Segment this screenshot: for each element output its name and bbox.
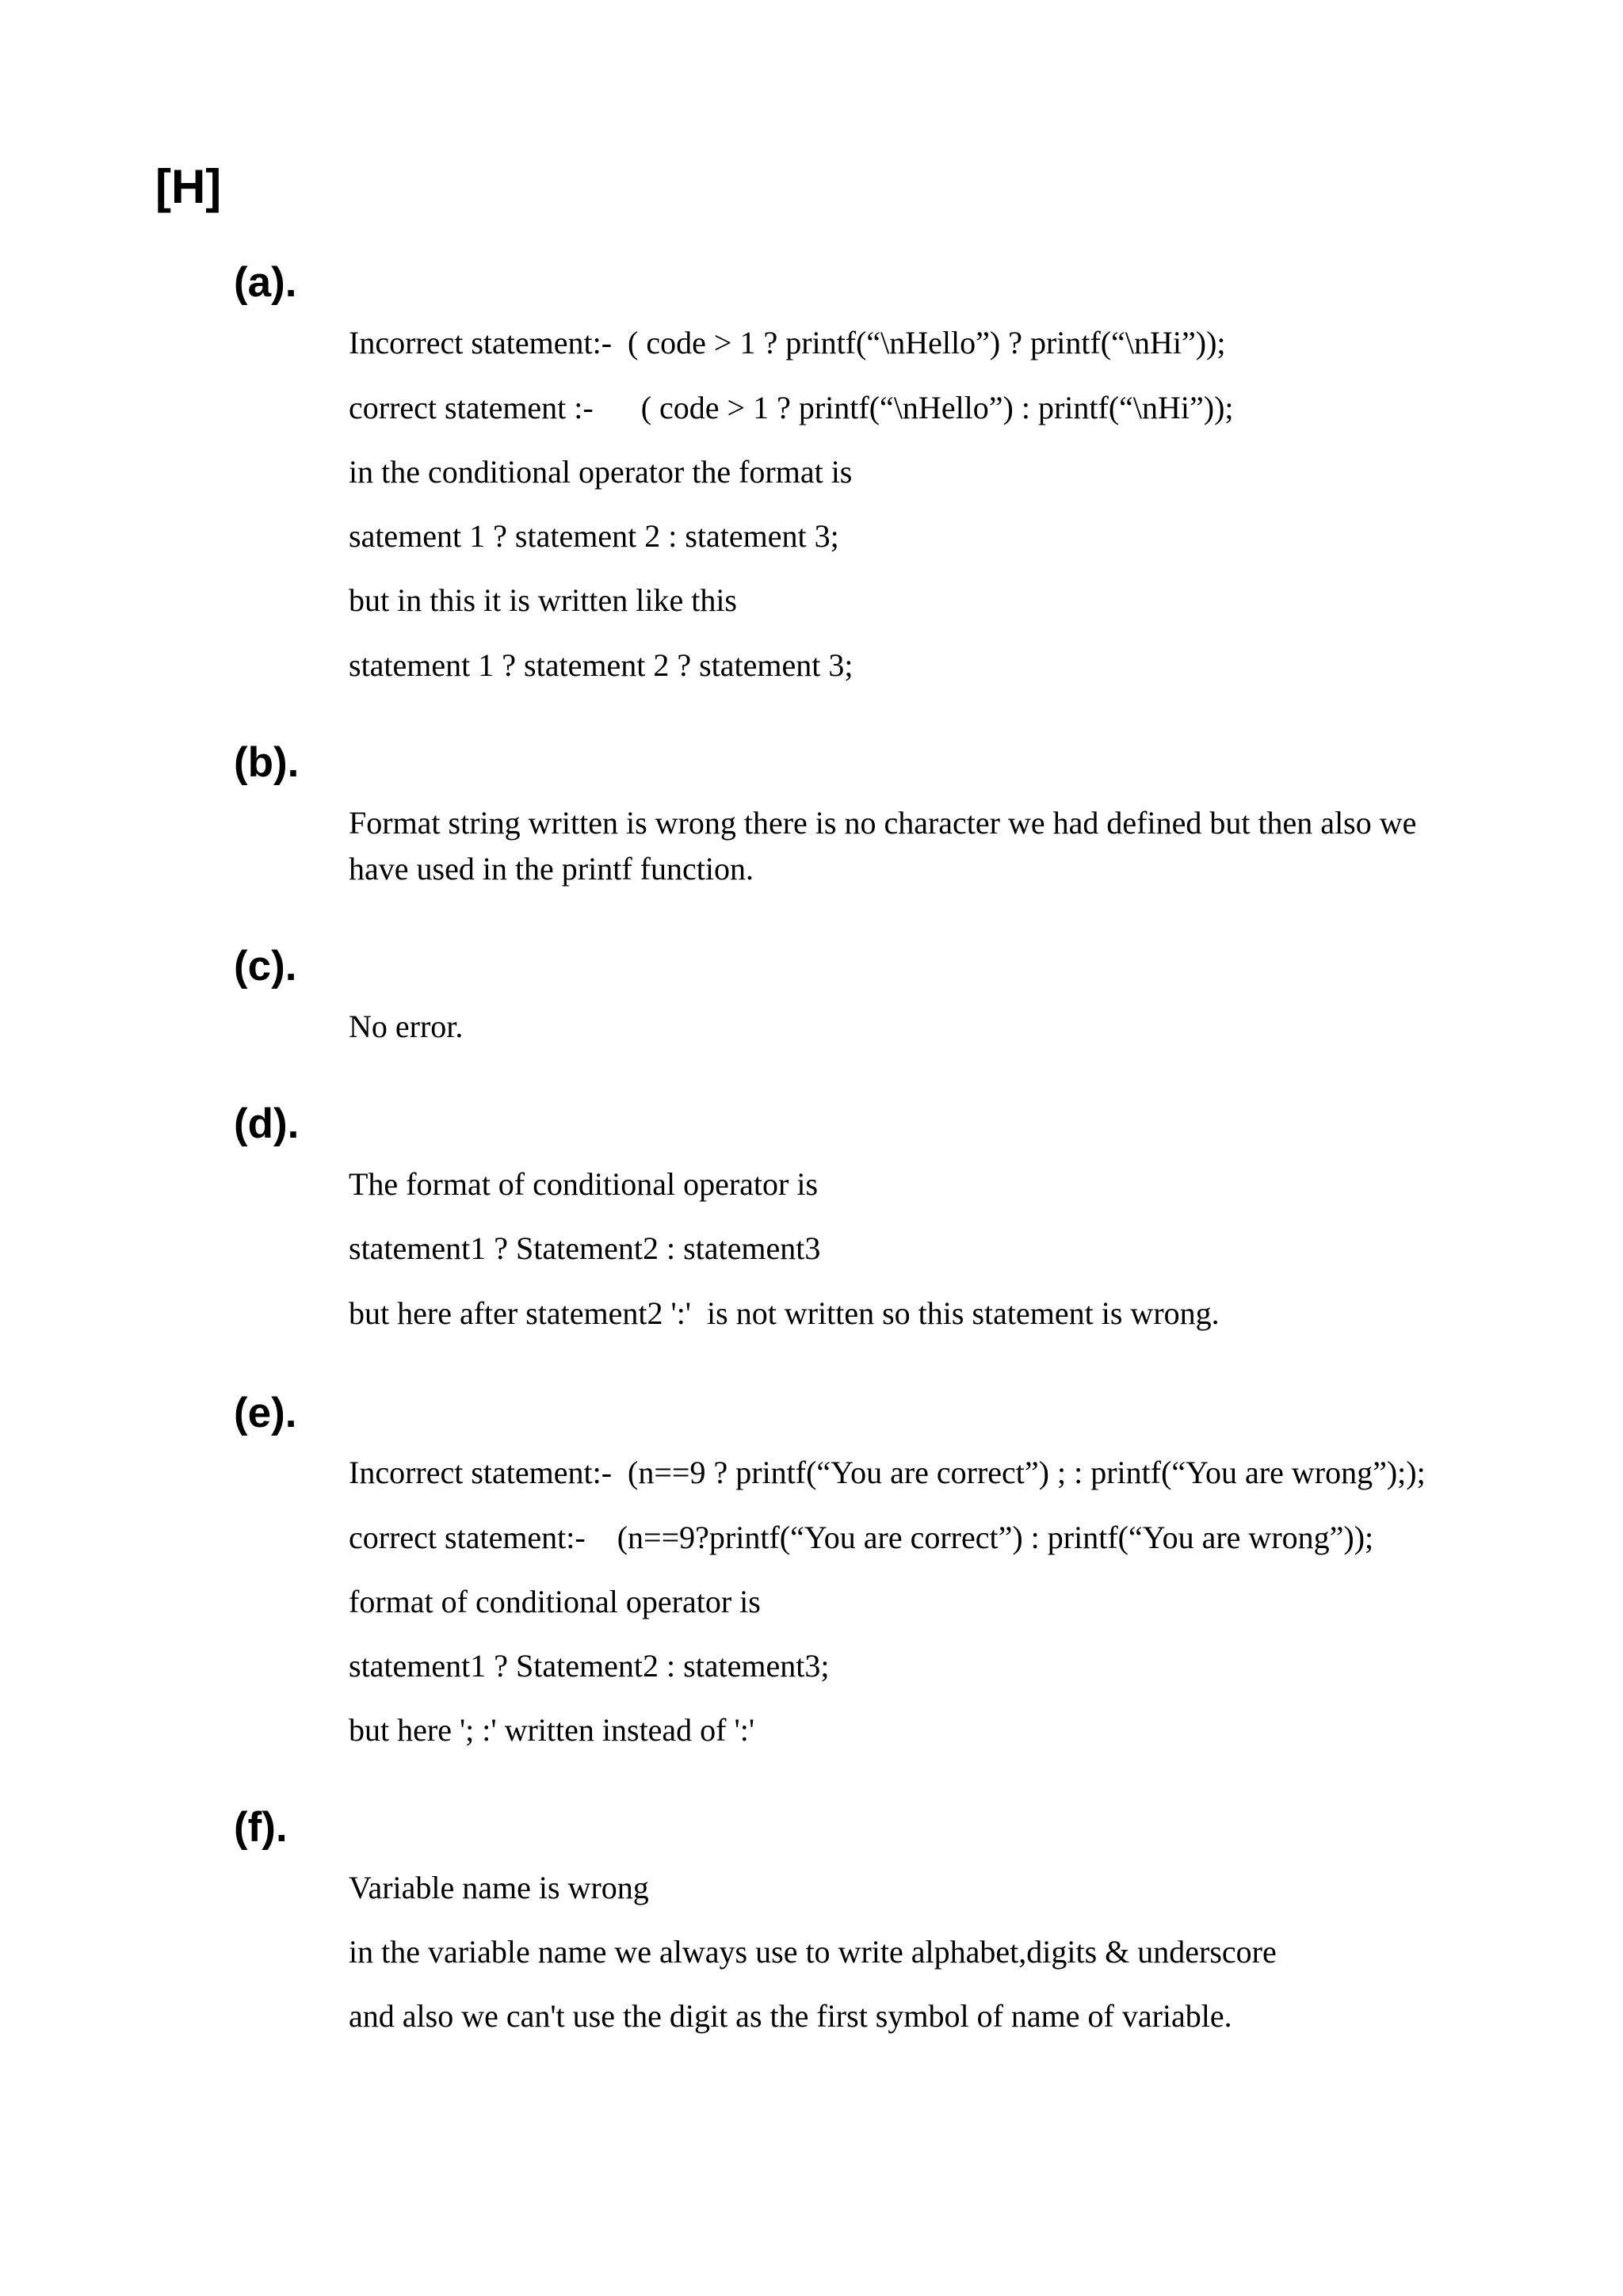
answer-line: Incorrect statement:- ( code > 1 ? printf(“\nHello”) ? printf(“\nHi”)); (349, 325, 1226, 360)
answer-line: and also we can't use the digit as the first symbol of name of variable. (349, 1998, 1232, 2034)
answer-line: correct statement :- ( code > 1 ? printf(“\nHello”) : printf(“\nHi”)); (349, 390, 1234, 425)
question-label-e: (e). (234, 1390, 297, 1436)
question-label-c: (c). (234, 943, 297, 990)
answer-line: in the variable name we always use to write alphabet,digits & underscore (349, 1934, 1277, 1970)
question-label-f: (f). (234, 1804, 288, 1851)
answer-line: but here '; :' written instead of ':' (349, 1712, 755, 1748)
answer-line: The format of conditional operator is (349, 1166, 819, 1202)
answer-line: but in this it is written like this (349, 582, 737, 618)
answer-line: statement1 ? Statement2 : statement3 (349, 1230, 821, 1266)
question-label-d: (d). (234, 1100, 300, 1147)
answer-paragraph: Format string written is wrong there is no character we had defined but then also we have used in the printf function. (349, 805, 1417, 887)
answer-line: in the conditional operator the format is (349, 454, 853, 490)
answer-line: format of conditional operator is (349, 1584, 761, 1619)
answer-line: satement 1 ? statement 2 : statement 3; (349, 518, 839, 554)
section-heading: [H] (155, 160, 222, 213)
answer-line: Incorrect statement:- (n==9 ? printf(“You are correct”) ; : printf(“You are wrong”);); (349, 1455, 1434, 1490)
question-label-b: (b). (234, 739, 300, 786)
answer-line: but here after statement2 ':' is not written so this statement is wrong. (349, 1295, 1220, 1331)
answer-line: correct statement:- (n==9?printf(“You are correct”) : printf(“You are wrong”)); (349, 1520, 1374, 1555)
answer-line: statement1 ? Statement2 : statement3; (349, 1648, 830, 1684)
answer-line: No error. (349, 1009, 464, 1044)
answer-line: Variable name is wrong (349, 1870, 649, 1905)
question-label-a: (a). (234, 259, 297, 306)
answer-line: statement 1 ? statement 2 ? statement 3; (349, 647, 854, 683)
